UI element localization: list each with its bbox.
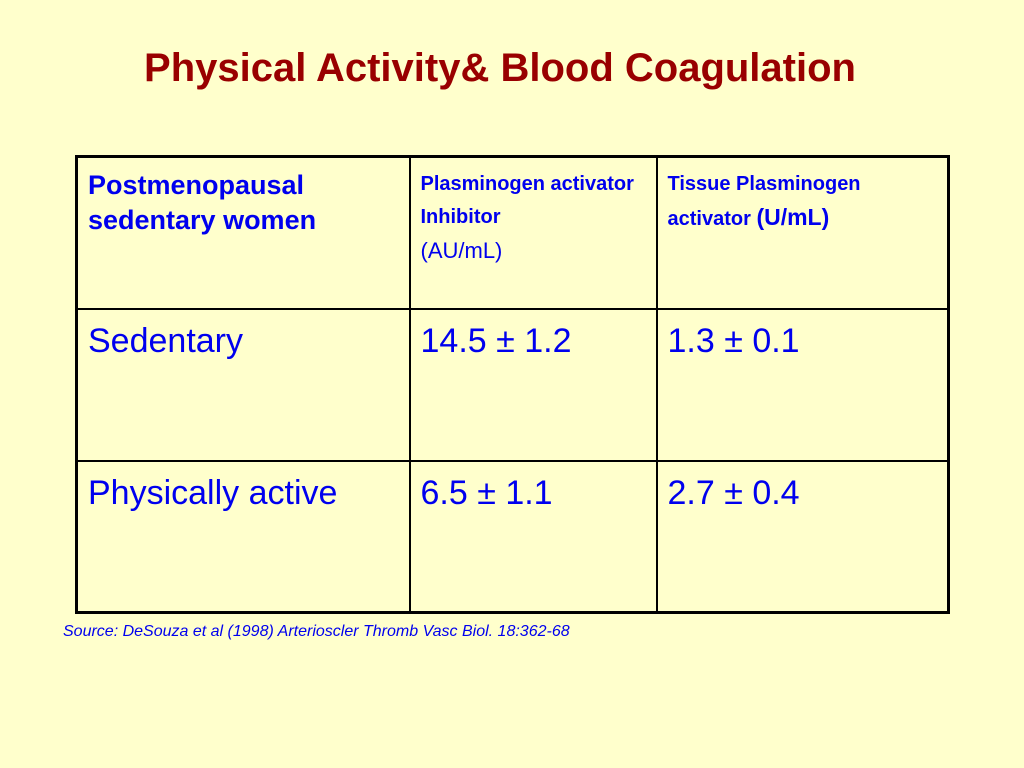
- header-label: Tissue Plasminogen activator: [667, 173, 861, 230]
- tpa-value-cell: 1.3 ± 0.1: [657, 309, 949, 461]
- pai-value-cell: 14.5 ± 1.2: [410, 309, 657, 461]
- header-unit: (U/mL): [756, 204, 830, 230]
- header-cell-pai: [410, 157, 657, 309]
- group-cell: Sedentary: [77, 309, 410, 461]
- group-cell: Physically active: [77, 461, 410, 613]
- header-unit: (AU/mL): [420, 238, 503, 263]
- table-header-row: [77, 157, 949, 309]
- table-row: [77, 461, 949, 613]
- table-row: [77, 309, 949, 461]
- source-citation: Source: DeSouza et al (1998) Arterioscler Thromb Vasc Biol. 18:362-68: [63, 623, 570, 640]
- header-label: Postmenopausal sedentary women: [88, 170, 317, 235]
- data-table: [75, 155, 950, 614]
- tpa-value-cell: 2.7 ± 0.4: [657, 461, 949, 613]
- header-cell-group: [77, 157, 410, 309]
- header-label: Plasminogen activator Inhibitor: [420, 173, 634, 228]
- slide-title: Physical Activity& Blood Coagulation: [144, 46, 856, 90]
- pai-value-cell: 6.5 ± 1.1: [410, 461, 657, 613]
- header-cell-tpa: [657, 157, 949, 309]
